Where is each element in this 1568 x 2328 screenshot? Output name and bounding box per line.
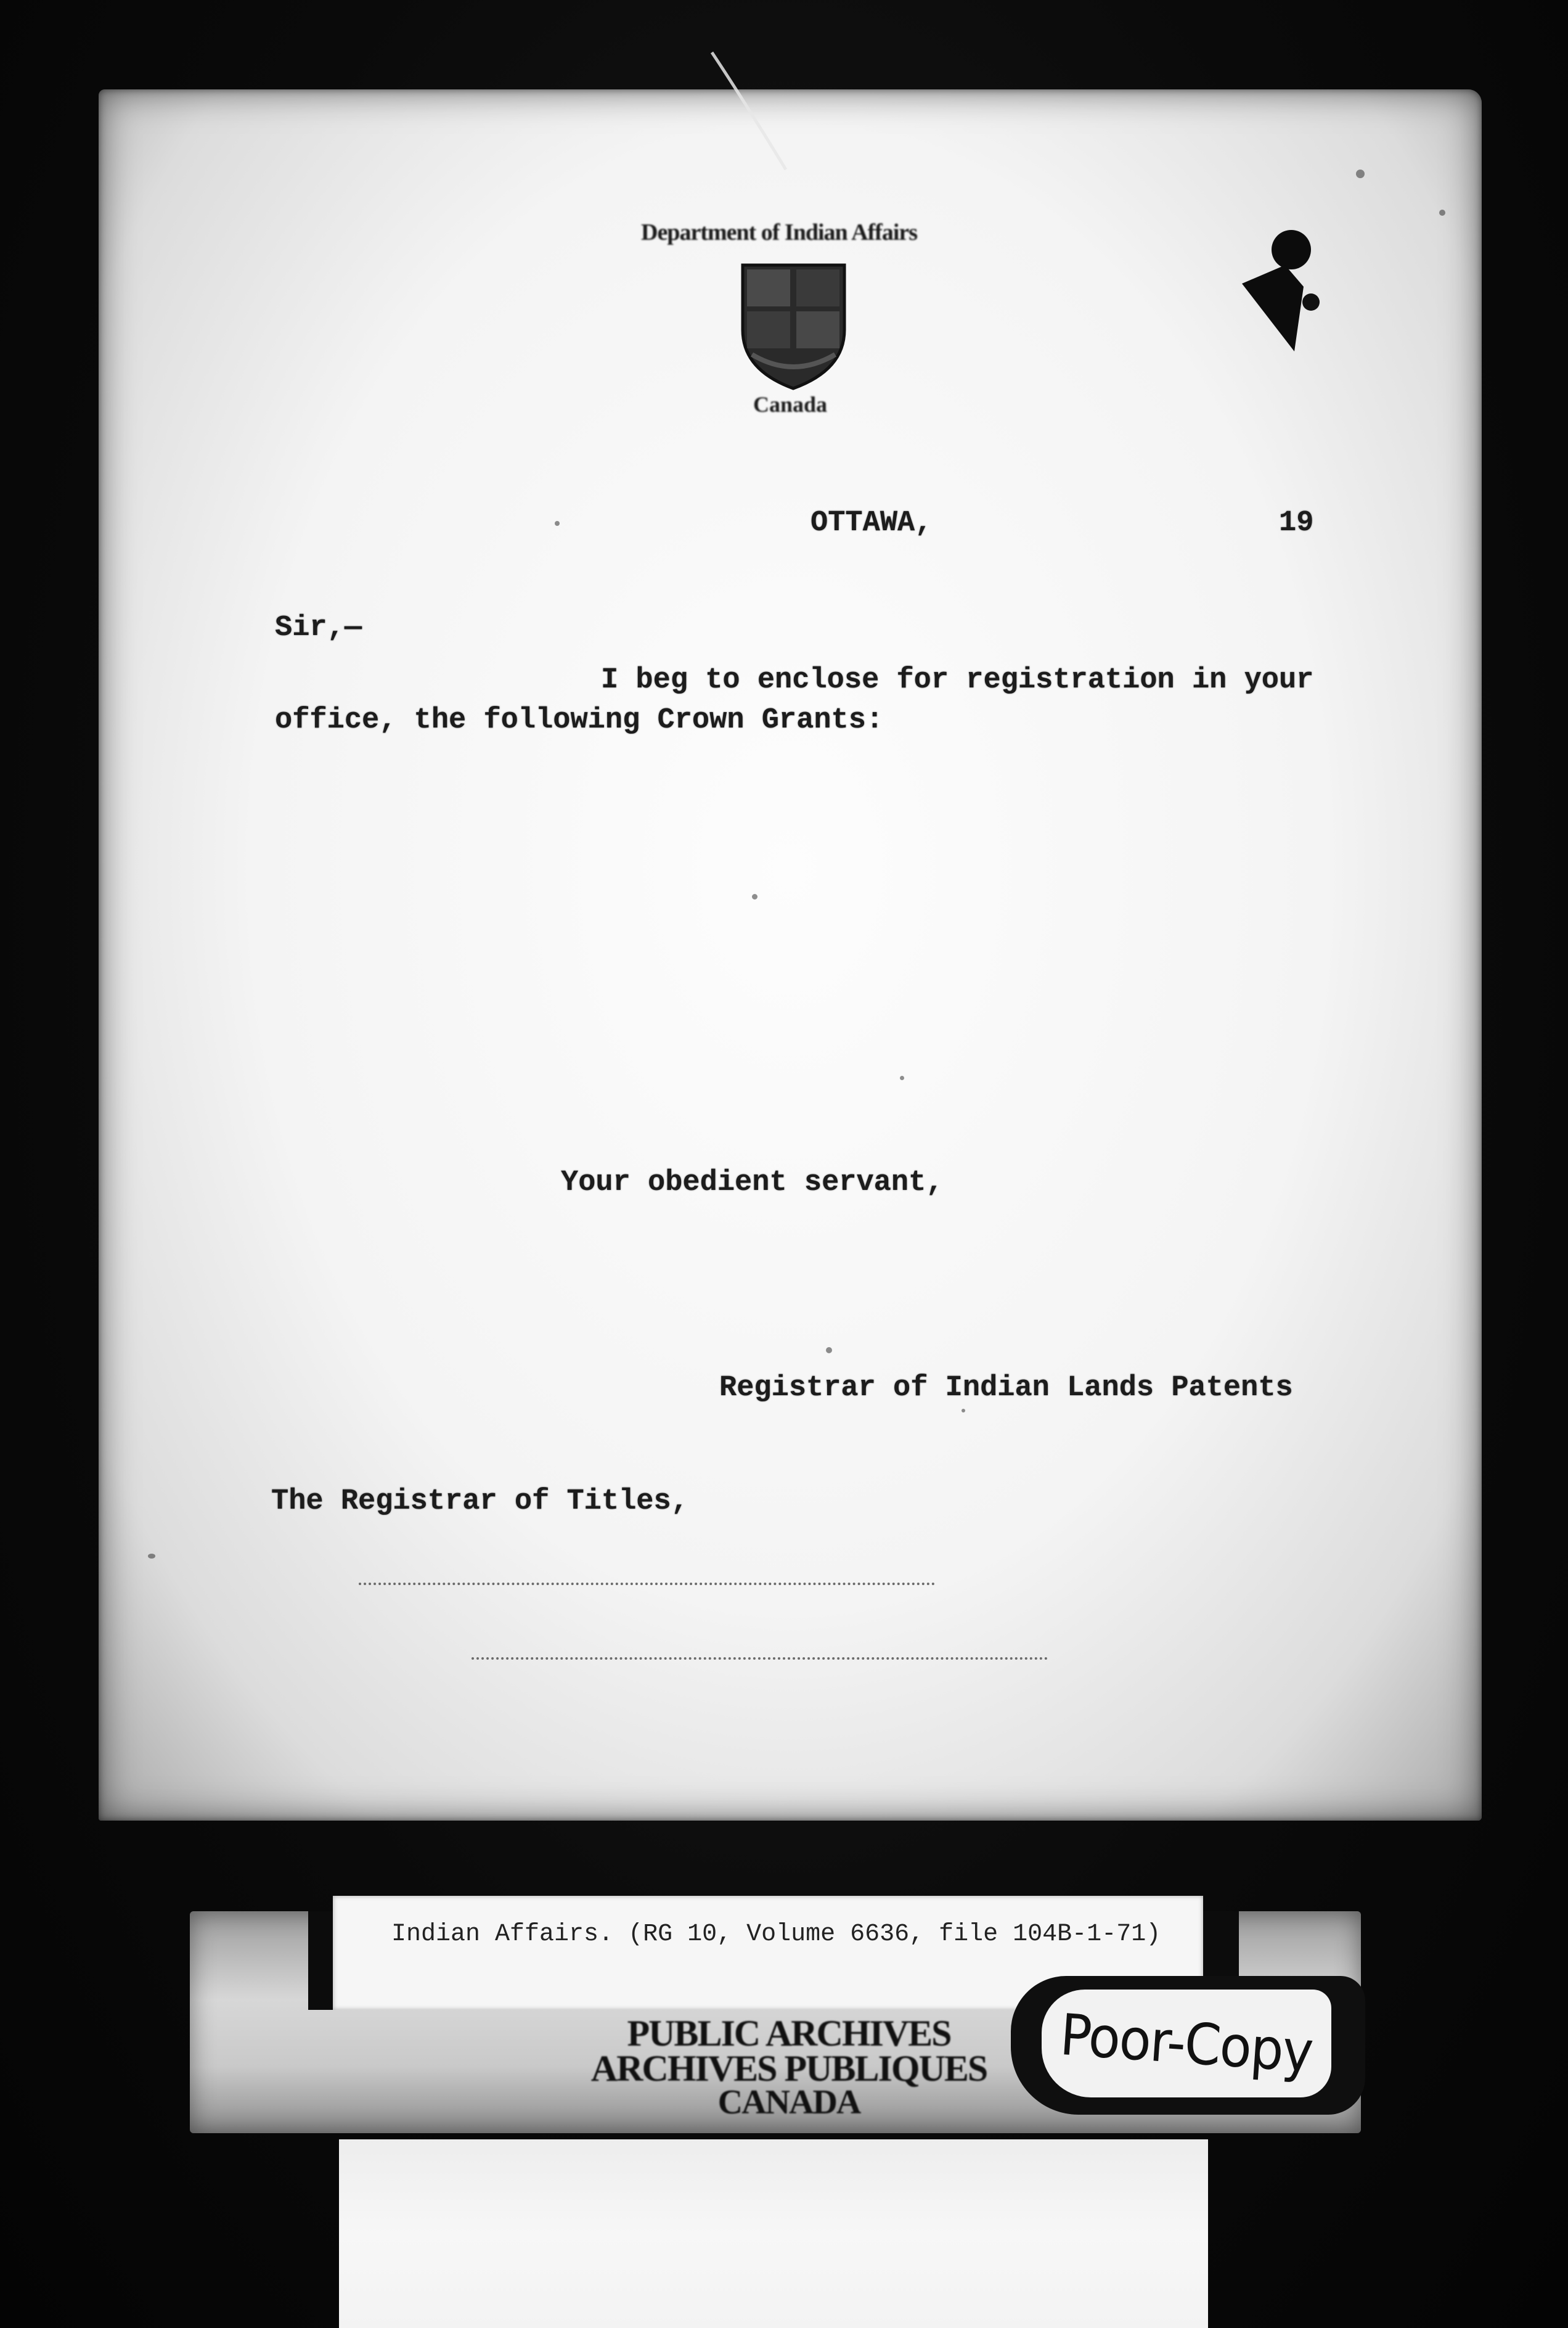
public-archives-stamp (573, 2013, 1005, 2121)
addressee-line: The Registrar of Titles, (271, 1485, 688, 1518)
signatory-title: Registrar of Indian Lands Patents (719, 1372, 1293, 1404)
address-blank-line-2 (472, 1657, 1048, 1660)
ink-blot (1230, 228, 1322, 358)
letter-body-line-2: office, the following Crown Grants: (275, 704, 884, 737)
quality-note: Poor-Copy (1058, 2001, 1315, 2086)
film-scratch (706, 49, 792, 173)
letter-salutation: Sir,— (275, 612, 362, 644)
dust-speck (1439, 210, 1445, 216)
address-blank-line-1 (359, 1583, 935, 1585)
stamp-line-1: PUBLIC ARCHIVES (627, 2013, 951, 2054)
letterhead-department: Department of Indian Affairs (641, 219, 918, 245)
letter-year-prefix: 19 (1279, 507, 1314, 539)
letterhead-country: Canada (753, 392, 828, 417)
letter-place: OTTAWA, (811, 507, 933, 539)
coat-of-arms-shield-icon (740, 262, 847, 391)
strip-notch (308, 1911, 336, 2010)
dust-speck (962, 1409, 965, 1412)
letter-body-line-1: I beg to enclose for registration in your (601, 664, 1314, 697)
blank-index-card (339, 2139, 1208, 2328)
letter-closing: Your obedient servant, (561, 1166, 944, 1199)
poor-copy-stamp-inner (1042, 1990, 1331, 2097)
dust-speck (555, 521, 560, 526)
dust-speck (1356, 170, 1365, 178)
poor-copy-stamp (1011, 1976, 1365, 2115)
dust-speck (900, 1076, 904, 1080)
stamp-line-3: CANADA (717, 2083, 860, 2121)
dust-speck (826, 1347, 832, 1353)
dust-speck (752, 894, 757, 900)
dust-speck (148, 1554, 155, 1559)
archive-reference: Indian Affairs. (RG 10, Volume 6636, file 104B-1-71) (391, 1920, 1161, 1948)
stamp-line-2: ARCHIVES PUBLIQUES (590, 2048, 987, 2089)
